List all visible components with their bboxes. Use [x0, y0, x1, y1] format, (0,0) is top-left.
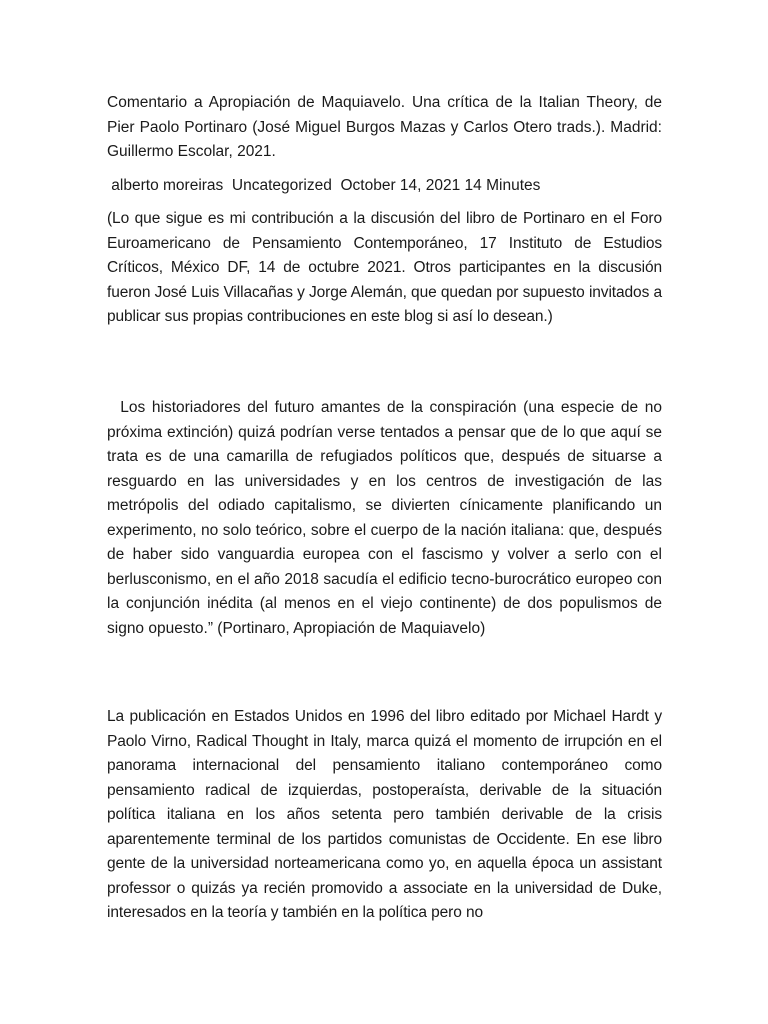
post-meta-line: alberto moreiras Uncategorized October 14, 2021 14 Minutes [107, 177, 541, 194]
intro-paragraph: (Lo que sigue es mi contribución a la discusión del libro de Portinaro en el Foro Euroamericano de Pensamiento Contemporáneo, 17 Instituto de Estudios Críticos, México DF, 14 de octubre 2021. Otros participantes en la discusión fueron José Luis Villacañas y Jorge Alemán, que quedan por supuesto invitados a publicar sus propias contribuciones en este blog si así lo desean.) [107, 210, 662, 325]
body-paragraph-1: Los historiadores del futuro amantes de la conspiración (una especie de no próxima extinción) quizá podrían verse tentados a pensar que de lo que aquí se trata es de una camarilla de refugiados políticos que, después de situarse a resguardo en las universidades y en los centros de investigación de las metrópolis del odiado capitalismo, se divierten cínicamente planificando un experimento, no solo teórico, sobre el cuerpo de la nación italiana: que, después de haber sido vanguardia europea con el fascismo y volver a serlo con el berlusconismo, en el año 2018 sacudía el edificio tecno-burocrático europeo con la conjunción inédita (al menos en el viejo continente) de dos populismos de signo opuesto.” (Portinaro, Apropiación de Maquiavelo) [107, 399, 667, 637]
document-title-paragraph: Comentario a Apropiación de Maquiavelo. Una crítica de la Italian Theory, de Pier Paolo Portinaro (José Miguel Burgos Mazas y Carlos Otero trads.). Madrid: Guillermo Escolar, 2021. [107, 94, 662, 160]
body-paragraph-2: La publicación en Estados Unidos en 1996 del libro editado por Michael Hardt y Paolo Virno, Radical Thought in Italy, marca quizá el momento de irrupción en el panorama internacional del pensamiento italiano contemporáneo como pensamiento radical de izquierdas, postoperaísta, derivable de la situación política italiana en los años setenta pero también derivable de la crisis aparentemente terminal de los partidos comunistas de Occidente. En ese libro gente de la universidad norteamericana como yo, en aquella época un assistant professor o quizás ya recién promovido a associate en la universidad de Duke, interesados en la teoría y también en la política pero no [107, 708, 662, 921]
